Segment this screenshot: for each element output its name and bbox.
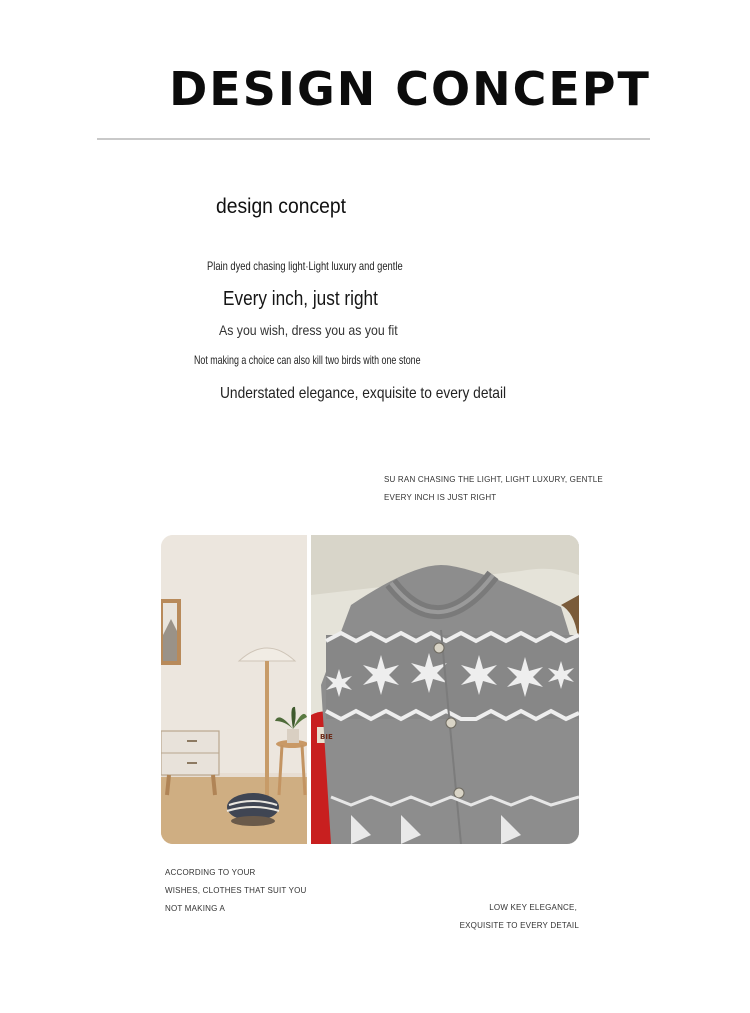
section-subtitle: design concept xyxy=(216,195,346,218)
concept-line: Plain dyed chasing light·Light luxury and gentle xyxy=(207,259,403,273)
caption-bottom-right-line: EXQUISITE TO EVERY DETAIL xyxy=(459,921,579,930)
sweater-photo xyxy=(311,535,579,844)
caption-bottom-right-line: LOW KEY ELEGANCE, xyxy=(489,903,577,912)
divider xyxy=(97,138,650,140)
interior-photo xyxy=(161,535,307,844)
caption-top-line: SU RAN CHASING THE LIGHT, LIGHT LUXURY, GENTLE xyxy=(384,475,603,484)
concept-line: Not making a choice can also kill two birds with one stone xyxy=(194,353,421,367)
caption-top-line: EVERY INCH IS JUST RIGHT xyxy=(384,493,497,502)
sweater-tag: BIE xyxy=(320,733,333,741)
caption-bottom-left-line: NOT MAKING A xyxy=(165,904,226,913)
interior-illustration xyxy=(161,535,307,844)
caption-bottom-left-line: ACCORDING TO YOUR xyxy=(165,868,256,877)
concept-line: Every inch, just right xyxy=(223,288,378,310)
concept-line: As you wish, dress you as you fit xyxy=(219,322,398,338)
caption-bottom-left-line: WISHES, CLOTHES THAT SUIT YOU xyxy=(165,886,307,895)
concept-line: Understated elegance, exquisite to every detail xyxy=(220,385,507,402)
page-title: DESIGN CONCEPT xyxy=(169,62,651,116)
sweater-illustration xyxy=(311,535,579,844)
